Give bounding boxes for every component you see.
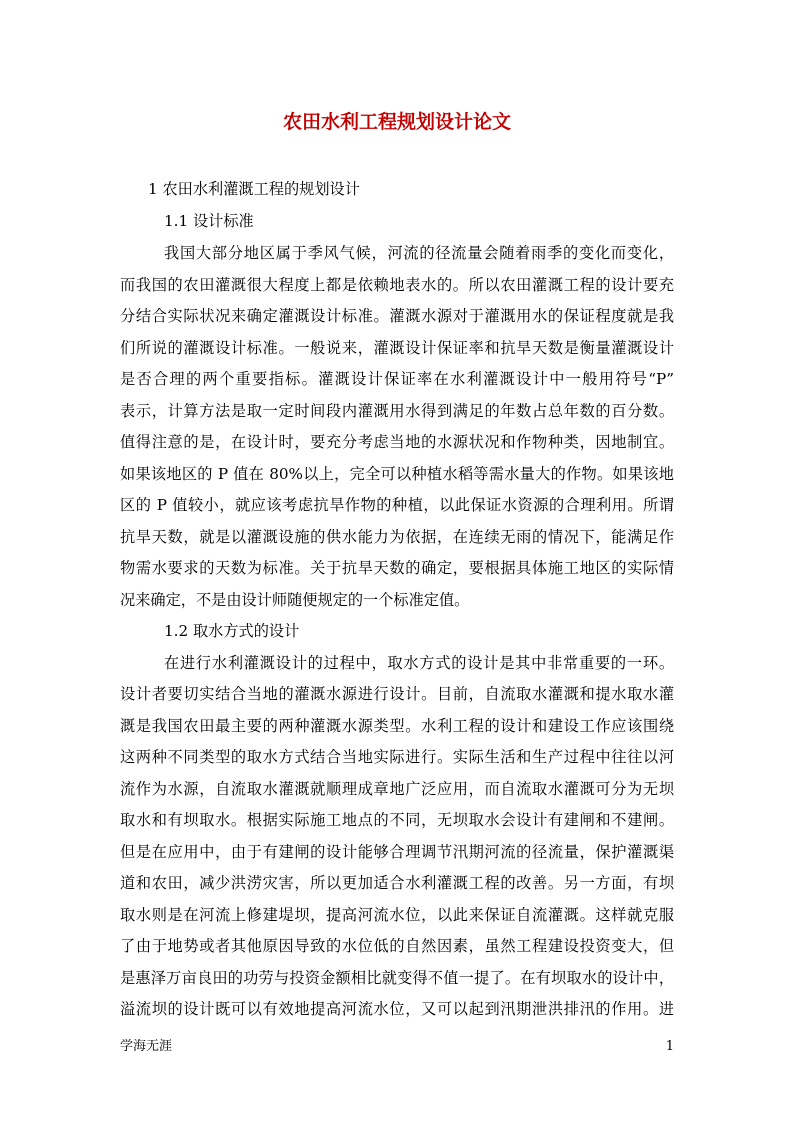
text-line: 是惠泽万亩良田的功劳与投资金额相比就变得不值一提了。在有坝取水的设计中， [120, 969, 674, 987]
document-title: 农田水利工程规划设计论文 [282, 111, 511, 133]
text-line: 取水和有坝取水。根据实际施工地点的不同，无坝取水会设计有建闸和不建闸。 [120, 811, 674, 829]
text-line: 们所说的灌溉设计标准。一般说来，灌溉设计保证率和抗旱天数是衡量灌溉设计 [120, 339, 674, 357]
text-line: 这两种不同类型的取水方式结合当地实际进行。实际生活和生产过程中往往以河 [120, 748, 674, 766]
text-line: 但是在应用中，由于有建闸的设计能够合理调节汛期河流的径流量，保护灌溉渠 [120, 843, 674, 861]
text-line: 物需水要求的天数为标准。关于抗旱天数的确定，要根据具体施工地区的实际情 [120, 559, 674, 577]
section-heading-1: 1 农田水利灌溉工程的规划设计 [148, 180, 360, 198]
text-line: 溉是我国农田最主要的两种灌溉水源类型。水利工程的设计和建设工作应该围绕 [120, 717, 674, 735]
text-line: 是否合理的两个重要指标。灌溉设计保证率在水利灌溉设计中一般用符号“P” [120, 370, 674, 388]
text-line: 区的 P 值较小，就应该考虑抗旱作物的种植，以此保证水资源的合理利用。所谓 [120, 496, 674, 514]
section-heading-1-2: 1.2 取水方式的设计 [164, 622, 300, 640]
text-line: 我国大部分地区属于季风气候，河流的径流量会随着雨季的变化而变化， [164, 244, 674, 262]
text-line: 表示，计算方法是取一定时间段内灌溉用水得到满足的年数占总年数的百分数。 [120, 402, 674, 420]
text-line: 取水则是在河流上修建堤坝，提高河流水位，以此来保证自流灌溉。这样就克服 [120, 906, 674, 924]
text-line: 如果该地区的 P 值在 80%以上，完全可以种植水稻等需水量大的作物。如果该地 [120, 465, 674, 483]
text-line: 溢流坝的设计既可以有效地提高河流水位，又可以起到汛期泄洪排汛的作用。进 [120, 1000, 674, 1018]
text-line: 设计者要切实结合当地的灌溉水源进行设计。目前，自流取水灌溉和提水取水灌 [120, 685, 674, 703]
text-line: 道和农田，减少洪涝灾害，所以更加适合水利灌溉工程的改善。另一方面，有坝 [120, 874, 674, 892]
text-line: 况来确定，不是由设计师随便规定的一个标准定值。 [120, 591, 470, 609]
text-line: 在进行水利灌溉设计的过程中，取水方式的设计是其中非常重要的一环。 [164, 654, 674, 672]
text-line: 分结合实际状况来确定灌溉设计标准。灌溉水源对于灌溉用水的保证程度就是我 [120, 307, 674, 325]
text-line: 值得注意的是，在设计时，要充分考虑当地的水源状况和作物种类，因地制宜。 [120, 433, 674, 451]
page-number: 1 [665, 1039, 674, 1054]
section-heading-1-1: 1.1 设计标准 [164, 212, 254, 230]
footer-text: 学海无涯 [120, 1039, 173, 1054]
text-line: 抗旱天数，就是以灌溉设施的供水能力为依据，在连续无雨的情况下，能满足作 [120, 528, 674, 546]
text-line: 而我国的农田灌溉很大程度上都是依赖地表水的。所以农田灌溉工程的设计要充 [120, 276, 674, 294]
text-line: 流作为水源，自流取水灌溉就顺理成章地广泛应用，而自流取水灌溉可分为无坝 [120, 780, 674, 798]
text-line: 了由于地势或者其他原因导致的水位低的自然因素，虽然工程建设投资变大，但 [120, 937, 674, 955]
